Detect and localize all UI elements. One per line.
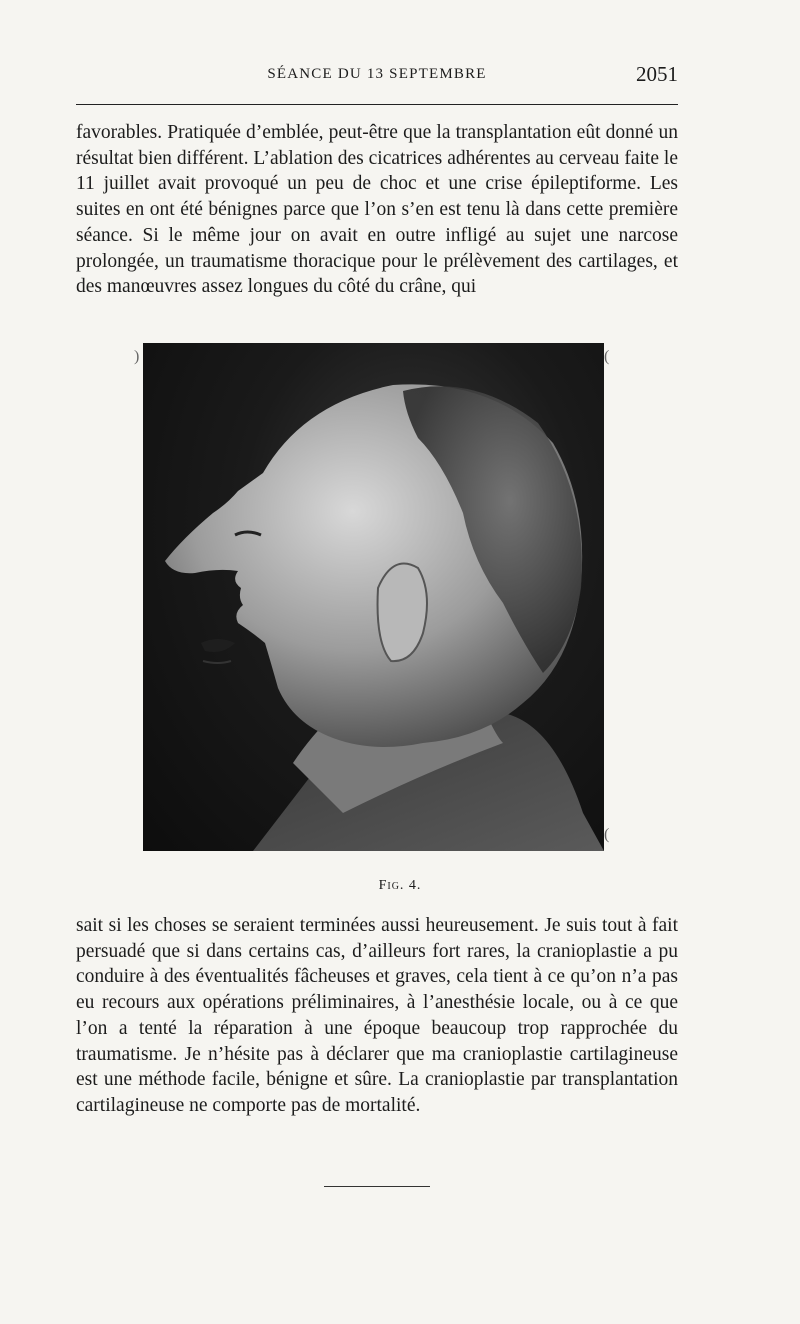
scan-mark: ( [604, 826, 610, 843]
scan-mark: ( [604, 348, 610, 365]
paragraph-before-figure: favorables. Pratiquée d’emblée, peut-être que la transplantation eût donné un résultat bien différent. L’ablation des cicatrices adhérentes au cerveau faite le 11 juillet avait provoqué un peu de choc et une crise épileptiforme. Les suites en ont été bénignes parce que l’on s’en est tenu là dans cette première séance. Si le même jour on avait en outre infligé au sujet une narcose prolongée, un traumatisme thoracique pour le prélèvement des cartilages, et des manœuvres assez longues du côté du crâne, qui [76, 122, 678, 298]
head-profile-illustration [143, 343, 604, 851]
page-header [76, 62, 678, 92]
paragraph-after-figure: sait si les choses se seraient terminées aussi heureusement. Je suis tout à fait persuadé que si dans certains cas, d’ailleurs fort rares, la cranioplastie a pu conduire à des éventualités fâcheuses et graves, cela tient à ce qu’on n’a pas eu recours aux opérations préliminaires, à l’anesthésie locale, ou à ce que l’on a tenté la réparation à une époque beaucoup trop rapprochée du traumatisme. Je n’hésite pas à déclarer que ma cranioplastie cartilagineuse est une méthode facile, bénigne et sûre. La cranioplastie par transplantation cartilagineuse ne comporte pas de mortalité. [76, 915, 678, 1116]
profile-photograph [143, 343, 604, 851]
scan-mark: ) [134, 348, 140, 365]
moustache-shape [201, 639, 235, 652]
page-number: 2051 [636, 62, 678, 86]
figure-caption: Fig. 4. [378, 878, 422, 893]
header-rule [76, 104, 678, 105]
running-title: SÉANCE DU 13 SEPTEMBRE [267, 66, 487, 82]
section-end-rule [324, 1186, 430, 1187]
